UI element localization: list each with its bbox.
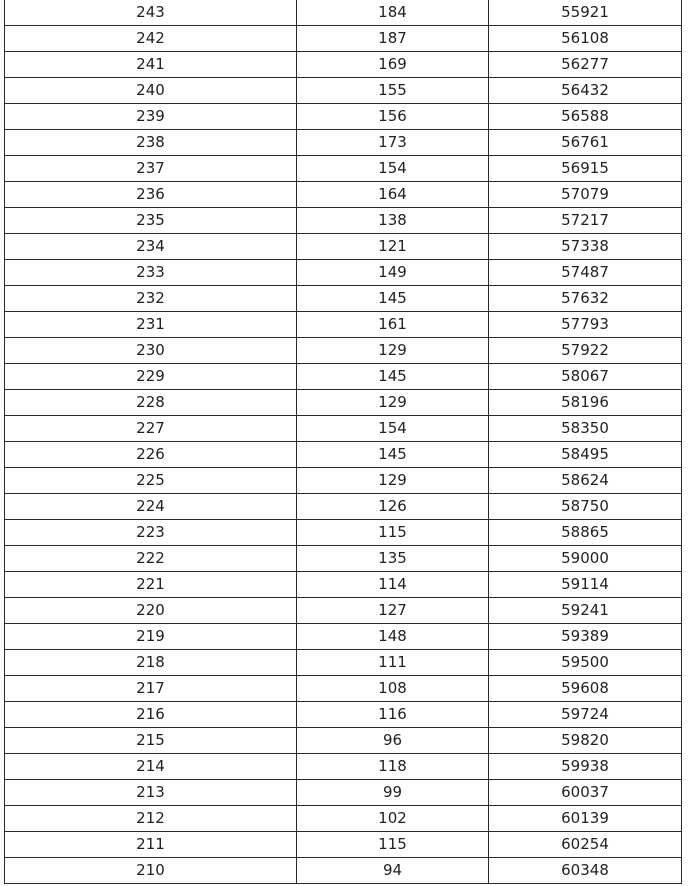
- score-cell: 211: [5, 832, 297, 858]
- table-row: [5, 676, 682, 702]
- score-cell: 239: [5, 104, 297, 130]
- score-cell: 236: [5, 182, 297, 208]
- cumulative-cell: 56915: [489, 156, 682, 182]
- cumulative-cell: 58196: [489, 390, 682, 416]
- count-cell: 184: [297, 0, 489, 26]
- score-cell: 210: [5, 858, 297, 884]
- cumulative-cell: 59114: [489, 572, 682, 598]
- cumulative-cell: 59938: [489, 754, 682, 780]
- table-row: [5, 338, 682, 364]
- count-cell: 115: [297, 832, 489, 858]
- cumulative-cell: 59389: [489, 624, 682, 650]
- cumulative-cell: 58495: [489, 442, 682, 468]
- table-row: [5, 754, 682, 780]
- table-row: [5, 728, 682, 754]
- score-cell: 235: [5, 208, 297, 234]
- cumulative-cell: 59241: [489, 598, 682, 624]
- count-cell: 149: [297, 260, 489, 286]
- count-cell: 102: [297, 806, 489, 832]
- count-cell: 161: [297, 312, 489, 338]
- cumulative-cell: 56761: [489, 130, 682, 156]
- count-cell: 129: [297, 338, 489, 364]
- table-row: [5, 286, 682, 312]
- count-cell: 96: [297, 728, 489, 754]
- count-cell: 127: [297, 598, 489, 624]
- cumulative-cell: 58624: [489, 468, 682, 494]
- score-cell: 216: [5, 702, 297, 728]
- cumulative-cell: 60037: [489, 780, 682, 806]
- table-row: [5, 78, 682, 104]
- score-table: [4, 0, 682, 884]
- cumulative-cell: 59608: [489, 676, 682, 702]
- table-row: [5, 0, 682, 26]
- cumulative-cell: 57793: [489, 312, 682, 338]
- cumulative-cell: 56432: [489, 78, 682, 104]
- table-row: [5, 26, 682, 52]
- count-cell: 111: [297, 650, 489, 676]
- score-cell: 226: [5, 442, 297, 468]
- cumulative-cell: 57217: [489, 208, 682, 234]
- score-cell: 218: [5, 650, 297, 676]
- score-cell: 231: [5, 312, 297, 338]
- cumulative-cell: 58350: [489, 416, 682, 442]
- table-row: [5, 494, 682, 520]
- cumulative-cell: 57079: [489, 182, 682, 208]
- score-cell: 234: [5, 234, 297, 260]
- score-cell: 212: [5, 806, 297, 832]
- cumulative-cell: 57487: [489, 260, 682, 286]
- count-cell: 114: [297, 572, 489, 598]
- count-cell: 99: [297, 780, 489, 806]
- cumulative-cell: 57922: [489, 338, 682, 364]
- count-cell: 129: [297, 468, 489, 494]
- score-cell: 237: [5, 156, 297, 182]
- score-cell: 228: [5, 390, 297, 416]
- score-cell: 214: [5, 754, 297, 780]
- cumulative-cell: 59000: [489, 546, 682, 572]
- score-cell: 238: [5, 130, 297, 156]
- score-cell: 241: [5, 52, 297, 78]
- count-cell: 118: [297, 754, 489, 780]
- table-row: [5, 260, 682, 286]
- count-cell: 145: [297, 286, 489, 312]
- score-table-container: [4, 0, 681, 884]
- score-cell: 217: [5, 676, 297, 702]
- table-row: [5, 572, 682, 598]
- count-cell: 94: [297, 858, 489, 884]
- count-cell: 115: [297, 520, 489, 546]
- table-row: [5, 442, 682, 468]
- table-row: [5, 52, 682, 78]
- table-row: [5, 364, 682, 390]
- cumulative-cell: 56277: [489, 52, 682, 78]
- count-cell: 116: [297, 702, 489, 728]
- count-cell: 145: [297, 364, 489, 390]
- score-cell: 213: [5, 780, 297, 806]
- score-cell: 215: [5, 728, 297, 754]
- count-cell: 135: [297, 546, 489, 572]
- table-row: [5, 390, 682, 416]
- count-cell: 164: [297, 182, 489, 208]
- score-cell: 224: [5, 494, 297, 520]
- score-cell: 232: [5, 286, 297, 312]
- cumulative-cell: 55921: [489, 0, 682, 26]
- score-cell: 225: [5, 468, 297, 494]
- score-cell: 230: [5, 338, 297, 364]
- count-cell: 156: [297, 104, 489, 130]
- count-cell: 169: [297, 52, 489, 78]
- cumulative-cell: 60254: [489, 832, 682, 858]
- score-table-body: [5, 0, 682, 884]
- count-cell: 154: [297, 156, 489, 182]
- table-row: [5, 546, 682, 572]
- cumulative-cell: 58067: [489, 364, 682, 390]
- cumulative-cell: 60139: [489, 806, 682, 832]
- table-row: [5, 182, 682, 208]
- table-row: [5, 312, 682, 338]
- score-cell: 222: [5, 546, 297, 572]
- cumulative-cell: 59500: [489, 650, 682, 676]
- count-cell: 129: [297, 390, 489, 416]
- score-cell: 220: [5, 598, 297, 624]
- cumulative-cell: 56588: [489, 104, 682, 130]
- count-cell: 121: [297, 234, 489, 260]
- table-row: [5, 416, 682, 442]
- table-row: [5, 780, 682, 806]
- table-row: [5, 156, 682, 182]
- table-row: [5, 468, 682, 494]
- count-cell: 148: [297, 624, 489, 650]
- count-cell: 145: [297, 442, 489, 468]
- score-cell: 221: [5, 572, 297, 598]
- score-cell: 229: [5, 364, 297, 390]
- count-cell: 187: [297, 26, 489, 52]
- score-cell: 219: [5, 624, 297, 650]
- cumulative-cell: 59820: [489, 728, 682, 754]
- table-row: [5, 520, 682, 546]
- table-row: [5, 650, 682, 676]
- table-row: [5, 832, 682, 858]
- count-cell: 138: [297, 208, 489, 234]
- cumulative-cell: 58865: [489, 520, 682, 546]
- table-row: [5, 598, 682, 624]
- table-row: [5, 104, 682, 130]
- table-row: [5, 208, 682, 234]
- count-cell: 155: [297, 78, 489, 104]
- cumulative-cell: 56108: [489, 26, 682, 52]
- cumulative-cell: 60348: [489, 858, 682, 884]
- score-cell: 223: [5, 520, 297, 546]
- table-row: [5, 130, 682, 156]
- count-cell: 173: [297, 130, 489, 156]
- count-cell: 126: [297, 494, 489, 520]
- score-cell: 240: [5, 78, 297, 104]
- cumulative-cell: 57632: [489, 286, 682, 312]
- table-row: [5, 858, 682, 884]
- cumulative-cell: 58750: [489, 494, 682, 520]
- count-cell: 154: [297, 416, 489, 442]
- score-cell: 242: [5, 26, 297, 52]
- table-row: [5, 624, 682, 650]
- score-cell: 243: [5, 0, 297, 26]
- table-row: [5, 806, 682, 832]
- score-cell: 233: [5, 260, 297, 286]
- cumulative-cell: 59724: [489, 702, 682, 728]
- count-cell: 108: [297, 676, 489, 702]
- score-cell: 227: [5, 416, 297, 442]
- table-row: [5, 234, 682, 260]
- cumulative-cell: 57338: [489, 234, 682, 260]
- table-row: [5, 702, 682, 728]
